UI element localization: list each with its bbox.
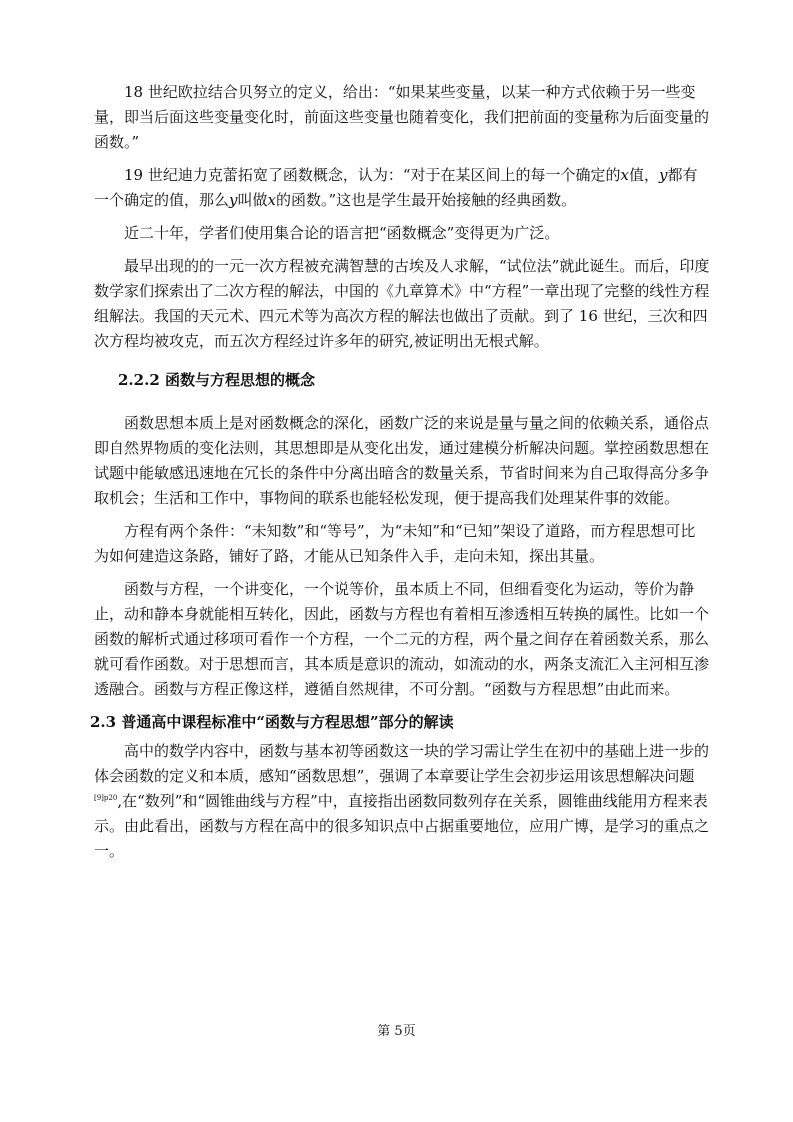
text-segment: 高中的数学内容中，函数与基本初等函数这一块的学习需让学生在初中的基础上进一步的体会函数的定义和本质，感知“函数思想”，强调了本章要让学生会初步运用该思想解决问题 xyxy=(94,742,710,785)
paragraph-equation-conditions: 方程有两个条件：“未知数”和“等号”，为“未知”和“已知”架设了道路，而方程思想可比为如何建造这条路，铺好了路，才能从已知条件入手，走向未知，探出其量。 xyxy=(94,522,696,565)
paragraph-dirichlet-definition xyxy=(94,163,710,213)
paragraph-equation-history: 最早出现的的一元一次方程被充满智慧的古埃及人求解，“试位法”就此诞生。而后，印度数学家们探索出了二次方程的解法，中国的《九章算术》中“方程”一章出现了完整的线性方程组解法。我国的天元术、四元术等为高次方程的解法也做出了贡献。到了 16 世纪，三次和四次方程均被攻克，而五次方程经过许多年的研究,被证明出无根式解。 xyxy=(94,257,710,350)
page-content xyxy=(90,80,710,872)
paragraph-function-thinking: 函数思想本质上是对函数概念的深化，函数广泛的来说是量与量之间的依赖关系，通俗点即自然界物质的变化法则，其思想即是从变化出发，通过建模分析解决问题。掌控函数思想在试题中能敏感迅速地在冗长的条件中分离出暗含的数量关系，节省时间来为自己取得高分多争取机会；生活和工作中，事物间的联系也能轻松发现，便于提高我们处理某件事的效能。 xyxy=(94,414,710,507)
section-title: 2.3 普通高中课程标准中“函数与方程思想”部分的解读 xyxy=(90,713,454,731)
citation-marker: [9]p20 xyxy=(94,794,118,802)
variable-x: x xyxy=(267,191,276,209)
paragraph-function-equation-relation: 函数与方程，一个讲变化，一个说等价，虽本质上不同，但细看变化为运动，等价为静止，动和静本身就能相互转化，因此，函数与方程也有着相互渗透相互转换的属性。比如一个函数的解析式通过移项可看作一个方程，一个二元的方程，两个量之间存在着函数关系，那么就可看作函数。对于思想而言，其本质是意识的流动，如流动的水，两条支流汇入主河相互渗透融合。函数与方程正像这样，遵循自然规律，不可分割。“函数与方程思想”由此而来。 xyxy=(94,580,710,698)
subsection-title: 2.2.2 函数与方程思想的概念 xyxy=(118,371,315,389)
text-segment: 值， xyxy=(629,166,660,184)
page-number: 第 5页 xyxy=(377,1024,416,1039)
paragraph-euler-definition: 18 世纪欧拉结合贝努立的定义，给出：“如果某些变量，以某一种方式依赖于另一些变量，即当后面这些变量变化时，前面这些变量也随着变化，我们把前面的变量称为后面变量的函数。” xyxy=(94,83,710,151)
variable-y: y xyxy=(229,191,238,209)
variable-x: x xyxy=(620,166,629,184)
paragraph-set-theory: 近二十年，学者们使用集合论的语言把“函数概念”变得更为广泛。 xyxy=(124,224,560,242)
text-segment: 叫做 xyxy=(237,191,268,209)
text-segment: 的函数。”这也是学生最开始接触的经典函数。 xyxy=(275,191,577,209)
paragraph-curriculum-standard xyxy=(94,739,710,864)
text-segment: 19 世纪迪力克蕾拓宽了函数概念，认为：“对于在某区间上的每一个确定的 xyxy=(124,166,621,184)
text-segment: ,在“数列”和“圆锥曲线与方程”中，直接指出函数同数列存在关系，圆锥曲线能用方程来表示。由此看出，函数与方程在高中的很多知识点中占据重要地位，应用广博，是学习的重点之一。 xyxy=(94,792,710,860)
variable-y: y xyxy=(659,166,668,184)
text-segment: 都有一个确定的值，那么 xyxy=(94,166,698,209)
